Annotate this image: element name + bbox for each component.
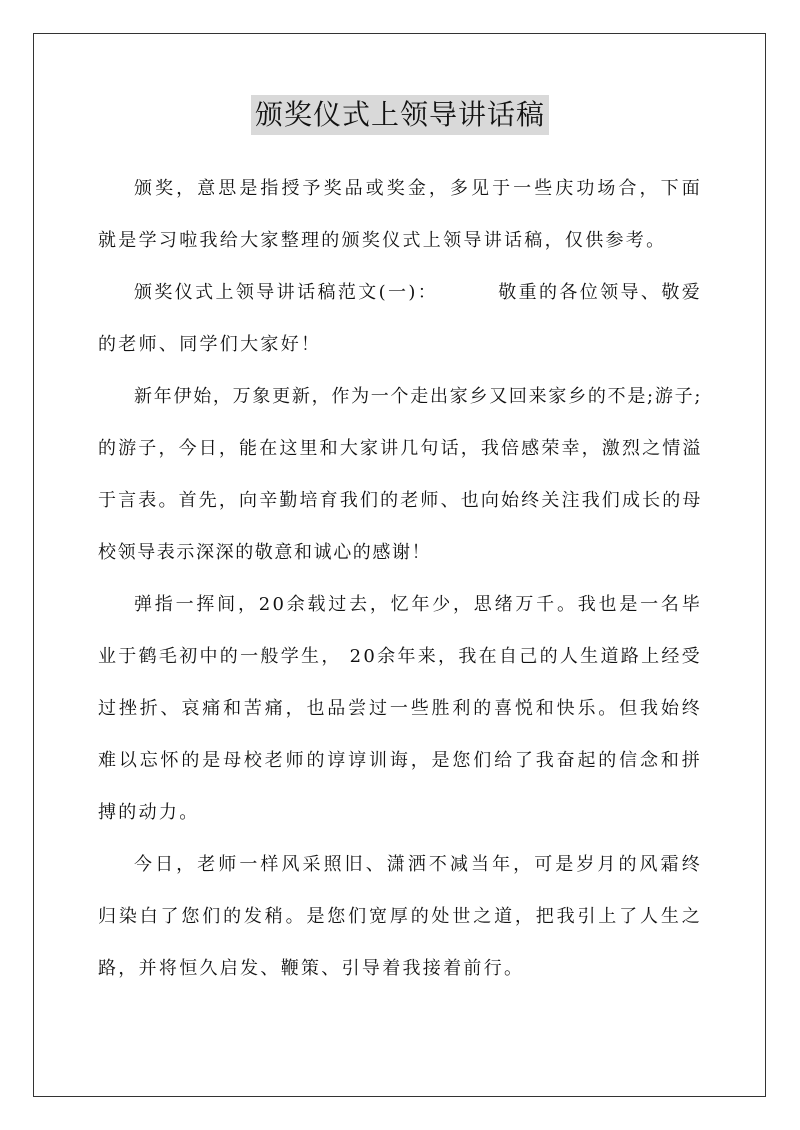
intro-paragraph: 颁奖，意思是指授予奖品或奖金，多见于一些庆功场合，下面就是学习啦我给大家整理的颁奖仪式上领导讲话稿，仅供参考。 [98, 178, 702, 251]
title-container [0, 95, 800, 135]
speech-heading: 颁奖仪式上领导讲话稿范文(一)： [134, 282, 439, 303]
document-title: 颁奖仪式上领导讲话稿 [251, 95, 549, 135]
speech-heading-paragraph [98, 267, 702, 371]
body-paragraph-1: 新年伊始，万象更新，作为一个走出家乡又回来家乡的不是;游子;的游子，今日，能在这里和大家讲几句话，我倍感荣幸，激烈之情溢于言表。首先，向辛勤培育我们的老师、也向始终关注我们成长的母校领导表示深深的敬意和诚心的感谢！ [98, 386, 702, 563]
body-paragraph-3: 今日，老师一样风采照旧、潇洒不减当年，可是岁月的风霜终归染白了您们的发稍。是您们宽厚的处世之道，把我引上了人生之路，并将恒久启发、鞭策、引导着我接着前行。 [98, 854, 702, 979]
document-body [98, 163, 702, 995]
greeting: 敬重的各位领导、敬爱的老师、同学们大家好！ [98, 282, 703, 355]
body-paragraph-2: 弹指一挥间，20余载过去，忆年少，思绪万千。我也是一名毕业于鹤毛初中的一般学生， 20余年来，我在自己的人生道路上经受过挫折、哀痛和苦痛，也品尝过一些胜利的喜悦和快乐。但我始终难以忘怀的是母校老师的谆谆训诲，是您们给了我奋起的信念和拼搏的动力。 [98, 594, 702, 823]
